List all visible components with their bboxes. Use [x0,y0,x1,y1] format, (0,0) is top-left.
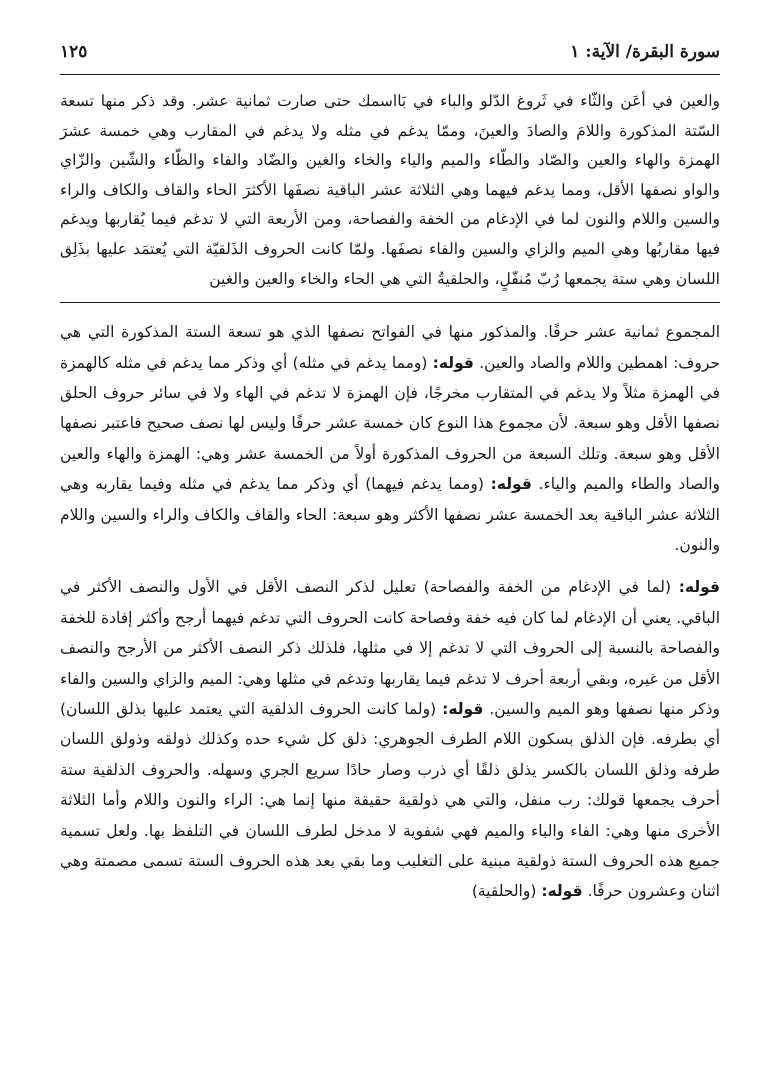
commentary-text: (والحلقية) [471,882,537,901]
page [60,40,720,907]
page-number: ١٢٥ [60,42,88,62]
commentary-text: (لما في الإدغام من الخفة والفصاحة) تعليل لذكر النصف الأقل في الأول والنصف الأكثر في الباقي. يعني أن الإدغام لما كان فيه خفة وفصاحة كانت الحروف التي تدغم فيهما أرجح وأكثر إفادة للخفة والفصاحة بالنسبة إلى الحروف التي لا تدغم إلا في مثلها، فلذلك ذكر النصف الأكثر من الأرجح والنصف الأقل من غيره، وبقي أربعة أحرف لا تدغم فيما يقاربها وتدغم في مثلها وهي: الميم والزاي والسين والفاء وذكر منها نصفها وهو الميم والسين. [60,578,721,719]
keyword-qawluhu: قوله: [490,475,532,494]
footnote-separator [60,302,720,303]
keyword-qawluhu: قوله: [442,700,484,719]
running-title: سورة البقرة/ الآية: ١ [570,42,720,62]
commentary-text: (ومما يدغم في مثله) أي وذكر مما يدغم في مثله كالهمزة في الهمزة مثلاً ولا يدغم في المتقارب مخرجًا، فإن الهمزة لا تدغم في الهاء ولا في سائر حروف الحلق نصفها الأقل وهو سبعة. لأن مجموع هذا النوع كان خمسة عشر حرفًا وليس لها نصف صحيح فاعتبر نصفها الأقل وهو سبعة. وتلك السبعة من الحروف المذكورة أولاً من الخمسة عشر وهي: الهمزة والهاء والعين والصاد والطاء والميم والياء. [60,353,720,494]
commentary-text: (ولما كانت الحروف الذلقية التي يعتمد عليها بذلق اللسان) أي بطرفه. فإن الذلق بسكون اللام الطرف الجوهري: ذلق كل شيء حده وكذلك ذولقه وذولق اللسان طرفه وذلق اللسان بالكسر يذلق ذلقًا أي ذرب وصار حادًا سريع الجري وسهله. والحروف الذلقية ستة أحرف يجمعها قولك: رب منفل، والتي هي ذولقية حقيقة منها إنما هي: الراء والنون واللام وأما الثلاثة الأخرى منها وهي: الفاء والباء والميم فهي شفوية لا مدخل لطرف اللسان في التلفظ بها. ولعل تسمية جميع هذه الحروف الستة ذولقية مبنية على التغليب وما بقي بعد هذه الحروف الستة تسمى مصمتة وهي اثنان وعشرون حرفًا. [60,700,720,901]
commentary-text: (ومما يدغم فيهما) أي وذكر مما يدغم في مثله وفيما يقاربه وهي الثلاثة عشر الباقية بعد الخمسة عشر نصفها الأكثر وهو سبعة: الحاء والقاف والكاف والراء والسين واللام والنون. [60,475,720,554]
commentary-text: المجموع ثمانية عشر حرفًا. والمذكور منها في الفواتح نصفها الذي هو تسعة الستة المذكورة التي هي حروف: اهمطين واللام والصاد والعين. [60,323,720,372]
commentary-paragraph-1 [60,317,720,560]
main-text: والعين في أعَن والثّاء في ثَروغ الدّلو والباء في بَااسمك حتى صارت ثمانية عشر. وقد ذكر منها تسعة السّتة المذكورة واللامَ والصادَ والعينَ، وممّا يدغم في مثله ولا يدغم في المقارب وهي خمسة عشرَ الهمزة والهاء والعين والصّاد والطّاء والميم والياء والخاء والغين والضّاد والفاء والظّاء والشّين والزّاي والواو نصفها الأقل، ومما يدغم فيهما وهي الثلاثة عشر الباقية نصفَها الأكثرَ الحاء والقاف والكاف والراء والسين واللام والنون لما في الإدغام من الخفة والفصاحة، ومن الأربعة التي لا تدغم فيما يُقاربها ويدغم فيها مقاربُها وهي الميم والزاي والسين والفاء نصفَها. ولمّا كانت الحروف الذَلقيّة التي يُعتمَد عليها بذَلِق اللسان وهي ستة يجمعها رُبّ مُنفّلٍ، والحلقيةُ التي هي الحاء والخاء والعين والغين [60,92,720,288]
commentary-paragraph-2 [60,572,720,906]
keyword-qawluhu: قوله: [541,882,583,901]
keyword-qawluhu: قوله: [678,578,721,597]
keyword-qawluhu: قوله: [432,353,474,372]
commentary [60,317,720,907]
page-header [60,40,720,75]
